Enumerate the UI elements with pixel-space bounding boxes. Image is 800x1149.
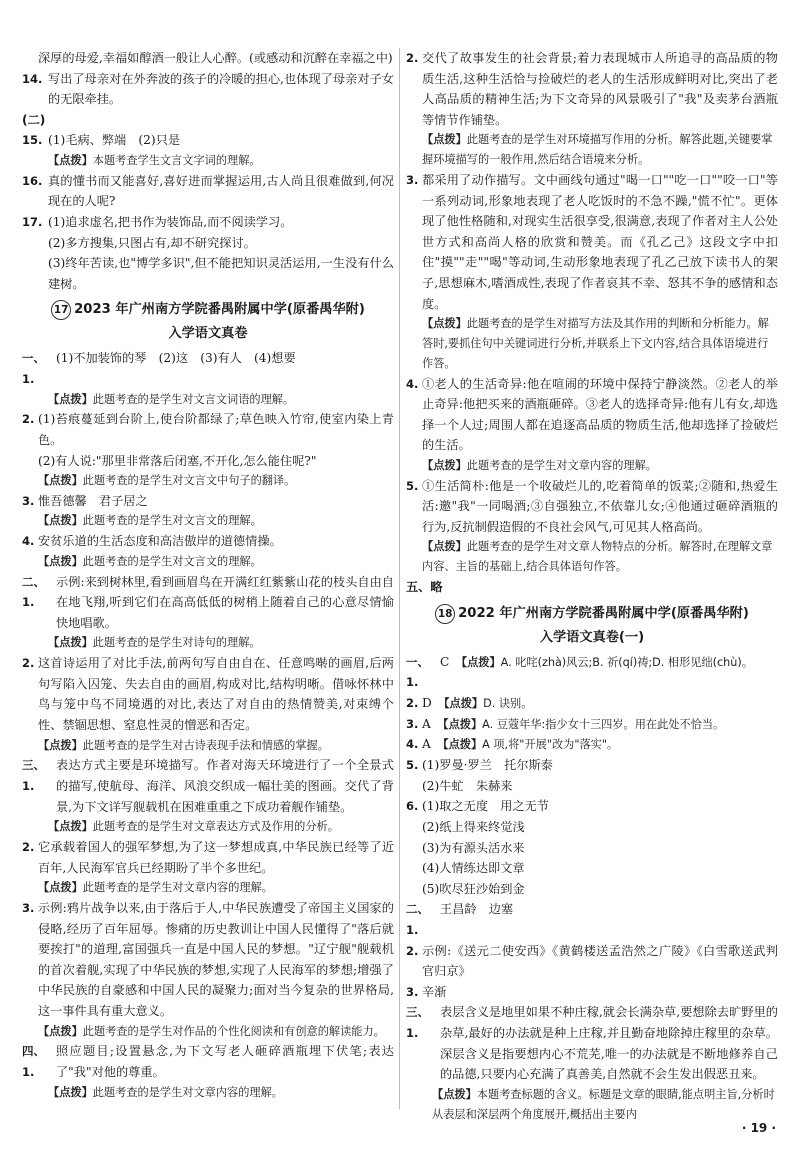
section-label: 五、略 <box>406 580 443 595</box>
hint-note: 【点拨】此题考查的是学生对古诗表现手法和情感的掌握。 <box>38 738 329 752</box>
answer-item: 四、1. 照应题目;设置悬念,为下文写老人砸碎酒瓶埋下伏笔;表达了"我"对他的尊重。 <box>22 1044 394 1079</box>
hint-note: 【点拨】本题考查标题的含义。标题是文章的眼睛,能点明主旨,分析时从表层和深层两个角度展开,概括出主要内 <box>432 1087 775 1121</box>
answer-item: 二、1. 示例:来到树林里,看到画眉鸟在开满红红紫紫山花的枝头自由自在地飞翔,听到它们在高高低低的树梢上随着自己的心意尽情愉快地唱歌。 <box>22 574 394 630</box>
answer-subitem: (2)有人说:"那里非常落后闭塞,不开化,怎么能住呢?" <box>38 453 317 468</box>
hint-note: 【点拨】此题考查的是学生对文章内容的理解。 <box>48 1085 283 1099</box>
hint-note: 【点拨】此题考查的是学生对文章人物特点的分析。解答时,在理解文章内容、主旨的基础上,结合具体语句作答。 <box>422 540 773 574</box>
hint-note: 【点拨】此题考查的是学生对环境描写作用的分析。解答此题,关键要掌握环境描写的一般作用,然后结合语境来分析。 <box>422 133 773 167</box>
answer-subitem: (3)终年苦读,也"博学多识",但不能把知识灵活运用,一生没有什么建树。 <box>48 256 394 291</box>
answer-item: 3. 惟吾德馨 君子居之 <box>22 493 148 508</box>
answer-item: 2. 交代了故事发生的社会背景;着力表现城市人所追寻的高品质的物质生活,这种生活恰与捡破烂的老人的生活形成鲜明对比,突出了老人高品质的精神生活;为下文奇异的风景吸引了"我"及卖茅台酒瓶等情节作铺垫。 <box>406 51 778 127</box>
answer-item: 17. (1)追求虚名,把书作为装饰品,而不阅读学习。 <box>22 214 293 229</box>
answer-subitem: (2)纸上得来终觉浅 <box>422 820 525 835</box>
hint-note: 【点拨】此题考查的是学生对文言文词语的理解。 <box>48 392 295 406</box>
answer-item: 三、1. 表达方式主要是环境描写。作者对海天环境进行了一个全景式的描写,使航母、海洋、风浪交织成一幅壮美的图画。交代了背景,为下文详写舰载机在困难重重之下成功着舰作铺垫。 <box>22 758 394 814</box>
answer-item: 5. (1)罗曼·罗兰 托尔斯泰 <box>406 758 553 773</box>
answer-item: 3. A 【点拨】A. 豆蔻年华:指少女十三四岁。用在此处不恰当。 <box>406 716 725 731</box>
answer-item: 4. A 【点拨】A 项,将"开展"改为"落实"。 <box>406 737 619 752</box>
answer-item: 一、1. (1)不加装饰的琴 (2)这 (3)有人 (4)想要 <box>22 351 296 386</box>
answer-item: 2. (1)苔痕蔓延到台阶上,使台阶都绿了;草色映入竹帘,使室内染上青色。 <box>22 412 394 447</box>
answer-item: 2. 这首诗运用了对比手法,前两句写自由自在、任意鸣啭的画眉,后两句写陷入囚笼、失去自由的画眉,构成对比,结构明晰。借咏怀林中鸟与笼中鸟不同境遇的对比,表达了对自由的热情赞美,对束缚个性、禁锢思想、窒息性灵的憎恶和否定。 <box>22 656 394 733</box>
answer-item: 3. 示例:鸦片战争以来,由于落后于人,中华民族遭受了帝国主义国家的侵略,经历了百年屈辱。惨痛的历史教训让中国人民懂得了"落后就要挨打"的道理,富国强兵一直是中国人民的梦想。"辽宁舰"舰载机的首次着舰,实现了中华民族的梦想,实现了人民海军的梦想;增强了中华民族的自豪感和中国人民的凝聚力;面对当今复杂的世界格局,这一事件具有重大意义。 <box>22 900 394 1018</box>
answer-item: 6. (1)取之无度 用之无节 <box>406 799 549 814</box>
answer-item: 2. 它承载着国人的强军梦想,为了这一梦想成真,中华民族已经等了近百年,人民海军官兵已经期盼了半个多世纪。 <box>22 840 394 875</box>
answer-subitem: (2)牛虻 朱赫来 <box>422 778 513 793</box>
answer-item: 2. 示例:《送元二使安西》《黄鹤楼送孟浩然之广陵》《白雪歌送武判官归京》 <box>406 943 778 979</box>
hint-note: 【点拨】此题考查的是学生对诗句的理解。 <box>48 636 261 650</box>
answer-subitem: (4)人情练达即文章 <box>422 861 525 876</box>
answer-subitem: (5)吹尽狂沙始到金 <box>422 881 525 896</box>
answer-item: 3. 都采用了动作描写。文中画线句通过"喝一口""吃一口""咬一口"等一系列动词,形象地表现了老人吃饭时的不急不躁,"慌不忙"。更体现了他性格随和,对现实生活很享受,很满意,表现了作者对主人公处世方式和高尚人格的欣赏和赞美。而《孔乙己》这段文字中扣住"摸""走""喝"等动词,生动形象地表现了孔乙己放下读书人的架子,思想麻木,嗜酒成性,表现了作者哀其不幸、怒其不争的感情和态度。 <box>406 172 778 311</box>
hint-note: 【点拨】此题考查的是学生对文章内容的理解。 <box>422 458 657 472</box>
hint-note: 【点拨】此题考查的是学生对描写方法及其作用的判断和分析能力。解答时,要抓住句中关键词进行分析,并联系上下文内容,结合具体语境进行作答。 <box>422 317 769 370</box>
hint-note: 【点拨】此题考查的是学生对文言文中句子的翻译。 <box>38 474 296 488</box>
answer-item: 2. D 【点拨】D. 诀别。 <box>406 695 533 710</box>
answer-item: 二、1. 王昌龄 边塞 <box>406 902 514 937</box>
page-number: · 19 · <box>741 1121 776 1135</box>
hint-note: 【点拨】此题考查的是学生对文章内容的理解。 <box>38 881 273 895</box>
hint-note: 【点拨】此题考查的是学生对文章表达方式及作用的分析。 <box>48 820 339 834</box>
answer-item: 3. 辛渐 <box>406 984 447 999</box>
hint-note: 【点拨】此题考查的是学生对文言文的理解。 <box>38 554 262 568</box>
answer-item: 16. 真的懂书而又能喜好,喜好进而掌握运用,古人尚且很难做到,何况现在的人呢? <box>22 173 394 209</box>
hint-note: 【点拨】此题考查的是学生对作品的个性化阅读和有创意的解读能力。 <box>38 1024 385 1038</box>
answer-subitem: (2)多方搜集,只图占有,却不研究探讨。 <box>48 235 256 250</box>
answer-item: 一、1. C 【点拨】A. 叱咤(zhà)风云;B. 祈(qí)祷;D. 相形见绌(chù)。 <box>406 654 753 690</box>
answer-subitem: (3)为有源头活水来 <box>422 840 525 855</box>
section-number-badge: 18 <box>435 604 455 624</box>
left-column <box>22 48 394 1109</box>
answer-item: 4. ①老人的生活奇异:他在喧闹的环境中保持宁静淡然。②老人的举止奇异:他把买来的酒瓶砸碎。③老人的选择奇异:他有儿有女,却选择一个人过;周围人都在追逐高品质的物质生活,他却选择了捡破烂的生活。 <box>406 376 778 453</box>
section-number-badge: 17 <box>51 300 71 320</box>
answer-item: 深厚的母爱,幸福如醇酒一般让人心醉。(或感动和沉醉在幸福之中) <box>38 51 393 65</box>
hint-note: 【点拨】本题考查学生文言文字词的理解。 <box>48 153 261 167</box>
answer-item: 14. 写出了母亲对在外奔波的孩子的冷暖的担心,也体现了母亲对子女的无限牵挂。 <box>22 71 394 107</box>
exam-heading: 18 2022 年广州南方学院番禺附属中学(原番禺华附) 入学语文真卷(一) <box>406 602 778 650</box>
right-column <box>406 48 778 1121</box>
answer-item: 15. (1)毛病、弊端 (2)只是 <box>22 133 181 148</box>
section-label: (二) <box>22 112 46 127</box>
answer-item: 4. 安贫乐道的生活态度和高洁傲岸的道德情操。 <box>22 534 282 549</box>
answer-item: 5. ①生活简朴:他是一个收破烂儿的,吃着简单的饭菜;②随和,热爱生活:邀"我"一同喝酒;③自强独立,不依靠儿女;④他通过砸碎酒瓶的行为,反抗制假造假的不良社会风气,可见其人格高尚。 <box>406 478 778 534</box>
exam-heading: 17 2023 年广州南方学院番禺附属中学(原番禺华附) 入学语文真卷 <box>22 298 394 346</box>
column-divider <box>399 48 400 1109</box>
hint-note: 【点拨】此题考查的是学生对文言文的理解。 <box>38 514 262 528</box>
answer-item: 三、1. 表层含义是地里如果不种庄稼,就会长满杂草,要想除去旷野里的杂草,最好的办法就是种上庄稼,并且勤奋地除掉庄稼里的杂草。深层含义是指要想内心不荒芜,唯一的办法就是不断地修养自己的品德,只要内心充满了真善美,自然就不会生发出假恶丑来。 <box>406 1005 778 1082</box>
